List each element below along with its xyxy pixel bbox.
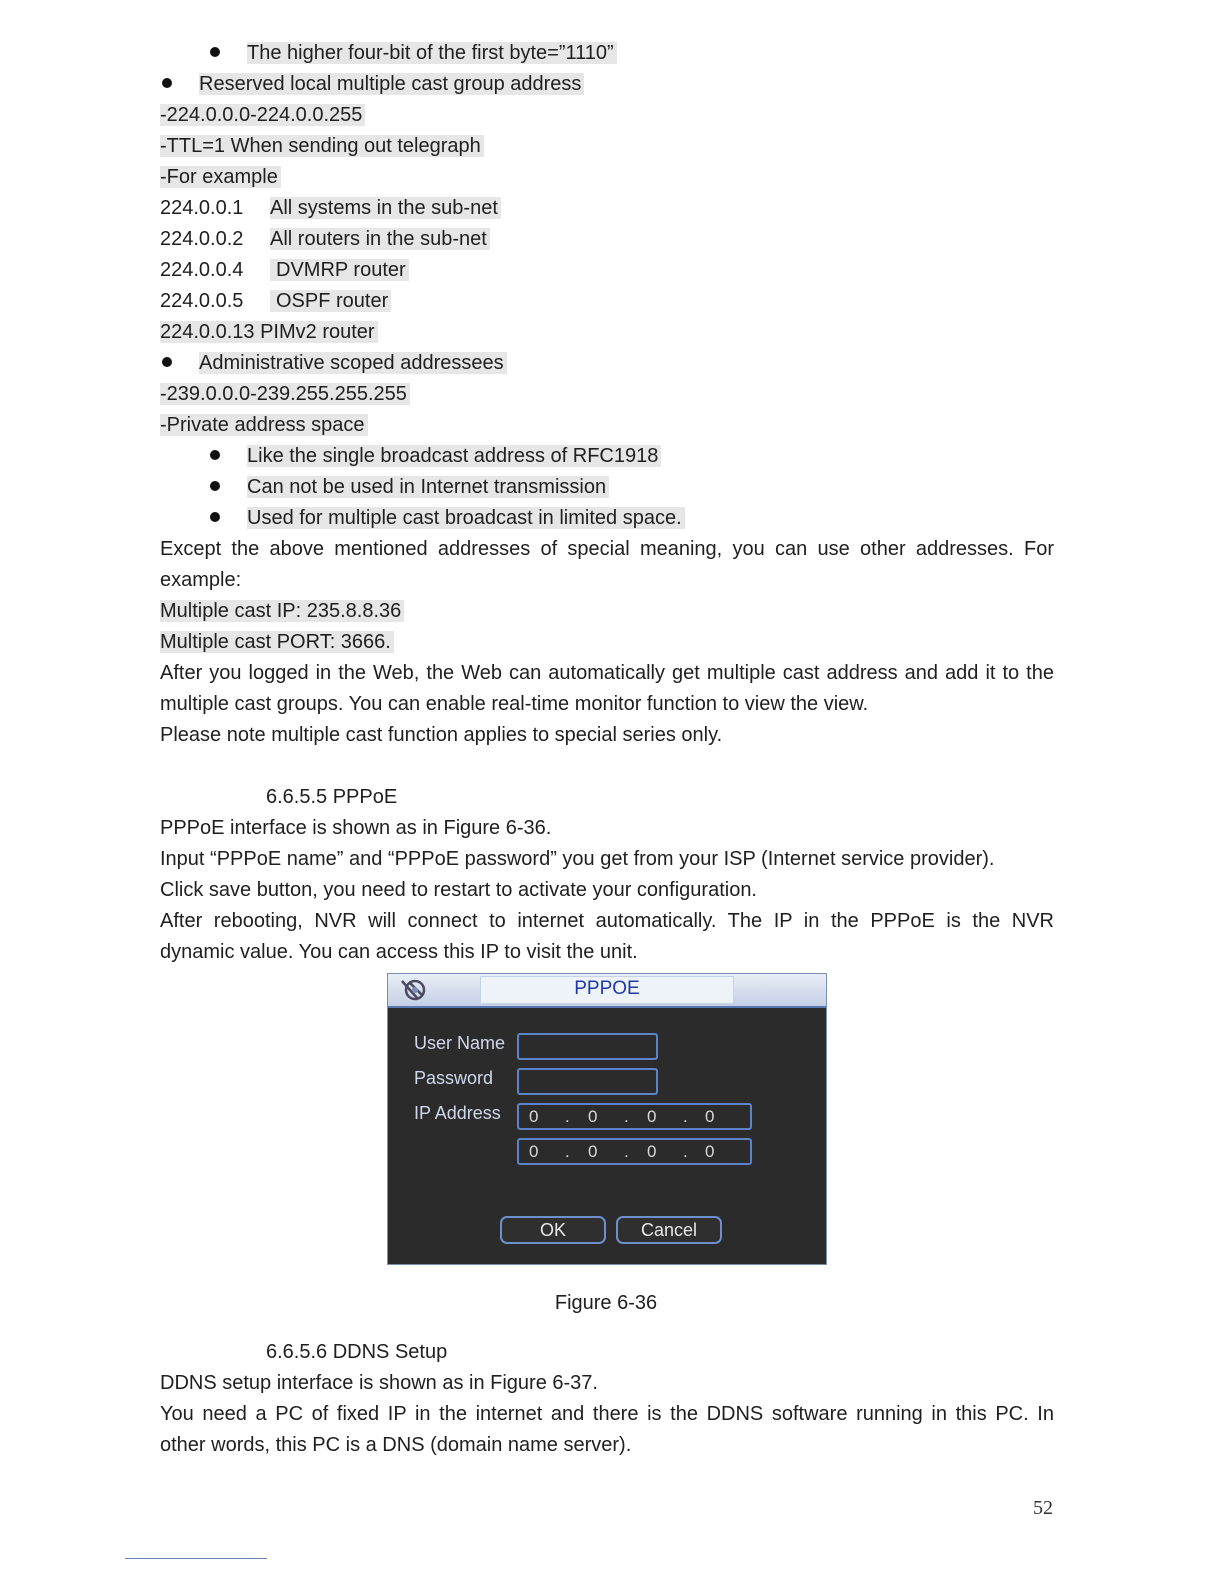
example-row: 224.0.0.1 All systems in the sub-net bbox=[160, 193, 1054, 224]
bullet-icon bbox=[210, 450, 220, 460]
bullet-line: The higher four-bit of the first byte=”1110” bbox=[160, 38, 1054, 69]
paragraph-line: multiple cast groups. You can enable real-time monitor function to view the view. bbox=[160, 693, 869, 715]
bullet-line: Used for multiple cast broadcast in limited space. bbox=[160, 503, 1054, 534]
ok-button[interactable]: OK bbox=[500, 1216, 606, 1244]
figure-caption: Figure 6-36 bbox=[554, 1292, 658, 1314]
example-row: 224.0.0.4 DVMRP router bbox=[160, 255, 1054, 286]
paragraph-line: PPPoE interface is shown as in Figure 6-36. bbox=[160, 817, 552, 839]
ip-octet: 0 bbox=[529, 1142, 539, 1161]
text-line: Multiple cast IP: 235.8.8.36 bbox=[160, 596, 1054, 627]
page-number: 52 bbox=[1033, 1497, 1053, 1519]
bullet-icon bbox=[210, 47, 220, 57]
example-row: 224.0.0.2 All routers in the sub-net bbox=[160, 224, 1054, 255]
ddns-section bbox=[160, 1337, 1054, 1461]
bullet-line: Like the single broadcast address of RFC1918 bbox=[160, 441, 1054, 472]
ip-dot: . bbox=[565, 1142, 570, 1161]
example-row: 224.0.0.5 OSPF router bbox=[160, 286, 1054, 317]
spacer bbox=[160, 751, 1054, 782]
ip-octet: 0 bbox=[705, 1107, 715, 1126]
footer-rule bbox=[125, 1558, 267, 1559]
dialog-titlebar bbox=[388, 974, 826, 1008]
bullet-line: Reserved local multiple cast group address bbox=[160, 69, 1054, 100]
bullet-icon bbox=[210, 481, 220, 491]
text-line: Multiple cast PORT: 3666. bbox=[160, 627, 1054, 658]
ip-dot: . bbox=[683, 1107, 688, 1126]
user-name-input[interactable] bbox=[517, 1033, 658, 1060]
text-line: -TTL=1 When sending out telegraph bbox=[160, 131, 1054, 162]
paragraph-line: Please note multiple cast function applies to special series only. bbox=[160, 724, 723, 746]
bullet-icon bbox=[210, 512, 220, 522]
password-label: Password bbox=[414, 1068, 494, 1088]
bullet-icon bbox=[162, 357, 172, 367]
text-line: -For example bbox=[160, 162, 1054, 193]
ip-octet: 0 bbox=[647, 1142, 657, 1161]
ip-address-input-2[interactable] bbox=[517, 1138, 752, 1165]
document-body bbox=[160, 38, 1054, 968]
bullet-line: Administrative scoped addressees bbox=[160, 348, 1054, 379]
paragraph-line: dynamic value. You can access this IP to visit the unit. bbox=[160, 941, 638, 963]
text-line: -Private address space bbox=[160, 410, 1054, 441]
user-name-label: User Name bbox=[414, 1033, 506, 1053]
example-row: 224.0.0.13 PIMv2 router bbox=[160, 317, 1054, 348]
ip-octet: 0 bbox=[588, 1107, 598, 1126]
paragraph-line: example: bbox=[160, 569, 242, 591]
bullet-icon bbox=[162, 78, 172, 88]
paragraph-line: After rebooting, NVR will connect to internet automatically. The IP in the PPPoE is the NVR bbox=[160, 910, 1054, 932]
ip-octet: 0 bbox=[588, 1142, 598, 1161]
text-line: -239.0.0.0-239.255.255.255 bbox=[160, 379, 1054, 410]
password-input[interactable] bbox=[517, 1068, 658, 1095]
section-heading: 6.6.5.5 PPPoE bbox=[266, 786, 398, 808]
ip-dot: . bbox=[683, 1142, 688, 1161]
paragraph-line: DDNS setup interface is shown as in Figure 6-37. bbox=[160, 1372, 598, 1394]
ip-dot: . bbox=[624, 1142, 629, 1161]
paragraph-line: other words, this PC is a DNS (domain name server). bbox=[160, 1434, 632, 1456]
paragraph-line: After you logged in the Web, the Web can automatically get multiple cast address and add it to the bbox=[160, 662, 1054, 684]
paragraph-line: Click save button, you need to restart to activate your configuration. bbox=[160, 879, 757, 901]
ip-octet: 0 bbox=[647, 1107, 657, 1126]
pppoe-dialog bbox=[387, 973, 827, 1265]
ip-octet: 0 bbox=[705, 1142, 715, 1161]
dialog-title: PPPOE bbox=[574, 978, 640, 999]
paragraph-line: Input “PPPoE name” and “PPPoE password” you get from your ISP (Internet service provider). bbox=[160, 848, 995, 870]
ip-dot: . bbox=[624, 1107, 629, 1126]
ip-octet: 0 bbox=[529, 1107, 539, 1126]
ip-address-label: IP Address bbox=[414, 1103, 501, 1123]
bullet-line: Can not be used in Internet transmission bbox=[160, 472, 1054, 503]
ip-address-input[interactable] bbox=[517, 1103, 752, 1130]
text-line: -224.0.0.0-224.0.0.255 bbox=[160, 100, 1054, 131]
section-heading: 6.6.5.6 DDNS Setup bbox=[266, 1341, 448, 1363]
cancel-button[interactable]: Cancel bbox=[616, 1216, 722, 1244]
ip-dot: . bbox=[565, 1107, 570, 1126]
paragraph-line: You need a PC of fixed IP in the internet and there is the DDNS software running in this PC. In bbox=[160, 1403, 1054, 1425]
paragraph-line: Except the above mentioned addresses of special meaning, you can use other addresses. For bbox=[160, 538, 1054, 560]
